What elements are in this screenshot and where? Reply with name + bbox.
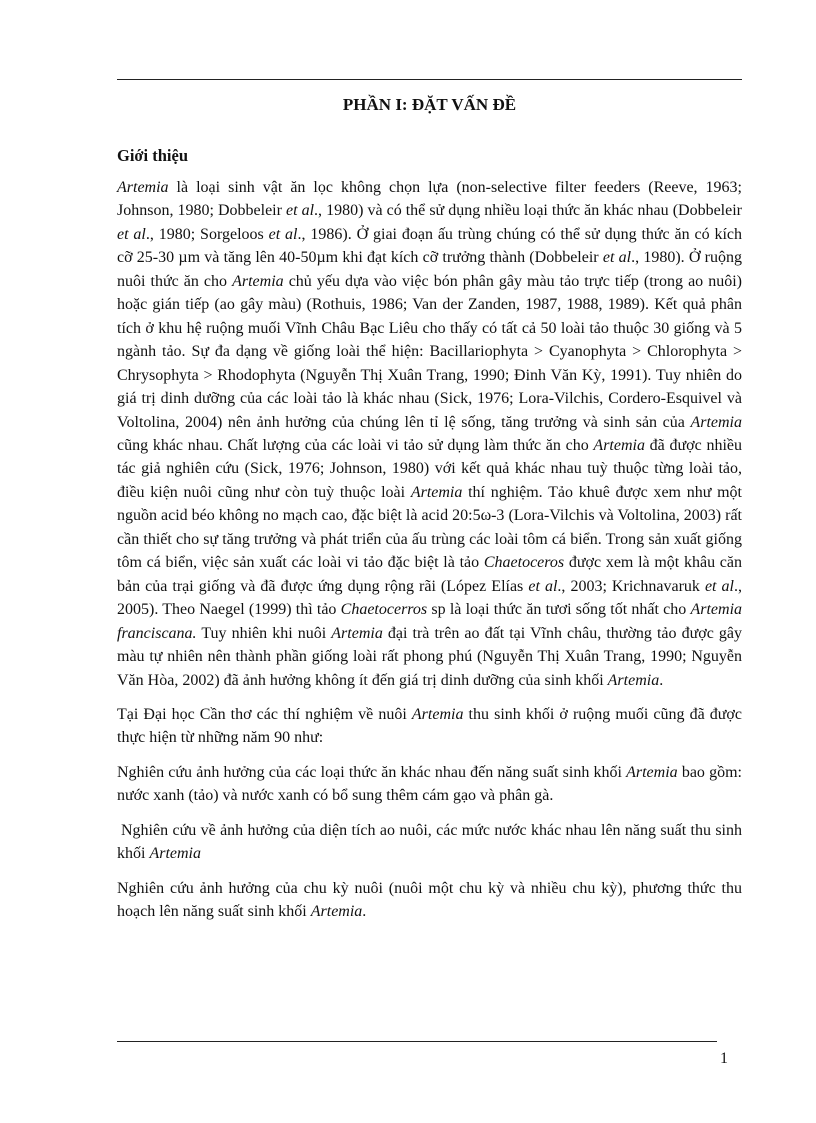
italic-term: Artemia bbox=[331, 624, 383, 642]
text-run: là loại sinh vật ăn lọc không chọn lựa (non-selective filter feeders (Reeve, 1963; Johnson, 1980; Dobbeleir bbox=[117, 179, 742, 220]
italic-term: Artemia bbox=[232, 272, 284, 290]
italic-term: Artemia bbox=[593, 436, 645, 454]
italic-term: Chaetoceros bbox=[483, 554, 565, 572]
italic-term: et al bbox=[602, 249, 632, 267]
italic-term: Artemia franciscana. bbox=[117, 601, 743, 642]
italic-term: Artemia bbox=[149, 845, 201, 863]
text-run: bao gồm: nước xanh (tảo) và nước xanh có bổ sung thêm cám gạo và phân gà. bbox=[117, 763, 742, 805]
text-run: đại trà trên ao đất tại Vĩnh châu, thường tảo được gây màu tự nhiên nên thành phần giống loài rất phong phú (Nguyễn Thị Xuân Trang, 1990; Nguyễn Văn Hòa, 2002) đã ảnh hưởng không ít đến giá trị dinh dưỡng của sinh khối bbox=[117, 624, 743, 689]
text-run: ., 2005). Theo Naegel (1999) thì tảo bbox=[117, 577, 742, 619]
text-run: . bbox=[659, 671, 664, 689]
italic-term: Artemia bbox=[607, 671, 660, 689]
text-run: ., 1980) và có thể sử dụng nhiều loại thức ăn khác nhau (Dobbeleir bbox=[314, 202, 743, 220]
italic-term: Chaetocerros bbox=[340, 601, 428, 619]
page-number: 1 bbox=[720, 1050, 728, 1067]
text-run: Tuy nhiên khi nuôi bbox=[196, 624, 332, 642]
paragraph-study-feed bbox=[117, 761, 742, 808]
text-run: ., 2003; Krichnavaruk bbox=[557, 577, 705, 595]
text-run: ., 1980; Sorgeloos bbox=[145, 225, 269, 243]
text-run: chủ yếu dựa vào việc bón phân gây màu tảo trực tiếp (trong ao nuôi) hoặc gián tiếp (ao gây màu) (Rothuis, 1986; Van der Zanden, 1987, 1988, 1989). Kết quả phân tích ở khu hệ ruộng muối Vĩnh Châu Bạc Liêu cho thấy có tất cả 50 loài tảo thuộc 30 giống và 5 ngành tảo. Sự đa dạng về giống loài thể hiện: Bacillariophyta > Cyanophyta > Chlorophyta > Chrysophyta > Rhodophyta (Nguyễn Thị Xuân Trang, 1990; Đinh Văn Kỳ, 1991). Tuy nhiên do giá trị dinh dưỡng của các loài tảo là khác nhau (Sick, 1976; Lora-Vilchis, Cordero-Esquivel và Voltolina, 2004) nên ảnh hưởng của chúng lên tỉ lệ sống, tăng trưởng và sinh sản của bbox=[117, 272, 742, 431]
text-run: thu sinh khối ở ruộng muối cũng đã được thực hiện từ những năm 90 như: bbox=[117, 705, 742, 747]
section-heading: PHẦN I: ĐẶT VẤN ĐỀ bbox=[342, 95, 517, 114]
paragraph-intro bbox=[117, 176, 742, 692]
italic-term: et al bbox=[268, 225, 298, 243]
text-run: Tại Đại học Cần thơ các thí nghiệm về nuôi bbox=[117, 705, 412, 723]
italic-term: Artemia bbox=[411, 705, 464, 723]
text-run: cũng khác nhau. Chất lượng của các loài vi tảo sử dụng làm thức ăn cho bbox=[117, 436, 594, 454]
text-run: đã được nhiều tác giả nghiên cứu (Sick, 1976; Johnson, 1980) với kết quả khác nhau tuỳ thuộc từng loài tảo, điều kiện nuôi cũng như còn tuỳ thuộc loài bbox=[117, 436, 742, 501]
paragraph-study-pond bbox=[117, 819, 742, 866]
text-run: sp là loại thức ăn tươi sống tốt nhất cho bbox=[427, 601, 691, 619]
italic-term: et al bbox=[286, 202, 315, 220]
text-run: ., 1986). Ở giai đoạn ấu trùng chúng có thể sử dụng thức ăn có kích cỡ 25-30 µm và tăng lên 40-50µm khi đạt kích cỡ trưởng thành (Dobbeleir bbox=[117, 225, 743, 267]
paragraph-experiments bbox=[117, 703, 742, 750]
text-run: thí nghiệm. Tảo khuê được xem như một nguồn acid béo không no mạch cao, đặc biệt là acid 20:5ω-3 (Lora-Vilchis và Voltolina, 2003) rất cần thiết cho sự tăng trưởng và phát triển của ấu trùng các loài tôm cá biển. Trong sản xuất giống tôm cá biển, việc sản xuất các loài vi tảo đặc biệt là tảo bbox=[117, 483, 742, 572]
body-text bbox=[117, 176, 742, 935]
text-run: được xem là một khâu căn bản của trại giống và đã được ứng dụng rộng rãi (López Elías bbox=[117, 554, 742, 595]
italic-term: Artemia bbox=[626, 763, 678, 781]
text-run: . bbox=[362, 903, 367, 921]
text-run: Nghiên cứu ảnh hưởng của chu kỳ nuôi (nuôi một chu kỳ và nhiều chu kỳ), phương thức thu hoạch lên năng suất sinh khối bbox=[117, 879, 742, 921]
text-run: ., 1980). Ở ruộng nuôi thức ăn cho bbox=[117, 249, 743, 290]
italic-term: et al bbox=[704, 577, 734, 595]
italic-term: et al bbox=[117, 225, 146, 243]
footer-rule bbox=[117, 1041, 717, 1042]
italic-term: Artemia bbox=[117, 179, 169, 196]
header-rule bbox=[117, 79, 742, 80]
italic-term: Artemia bbox=[310, 903, 363, 921]
paragraph-study-cycle bbox=[117, 877, 742, 924]
italic-term: Artemia bbox=[410, 483, 463, 501]
italic-term: et al bbox=[528, 577, 558, 595]
text-run: Nghiên cứu ảnh hưởng của các loại thức ăn khác nhau đến năng suất sinh khối bbox=[117, 763, 627, 781]
subsection-heading: Giới thiệu bbox=[117, 146, 189, 165]
text-run: Nghiên cứu về ảnh hưởng của diện tích ao nuôi, các mức nước khác nhau lên năng suất thu sinh khối bbox=[117, 821, 742, 863]
italic-term: Artemia bbox=[690, 413, 742, 431]
